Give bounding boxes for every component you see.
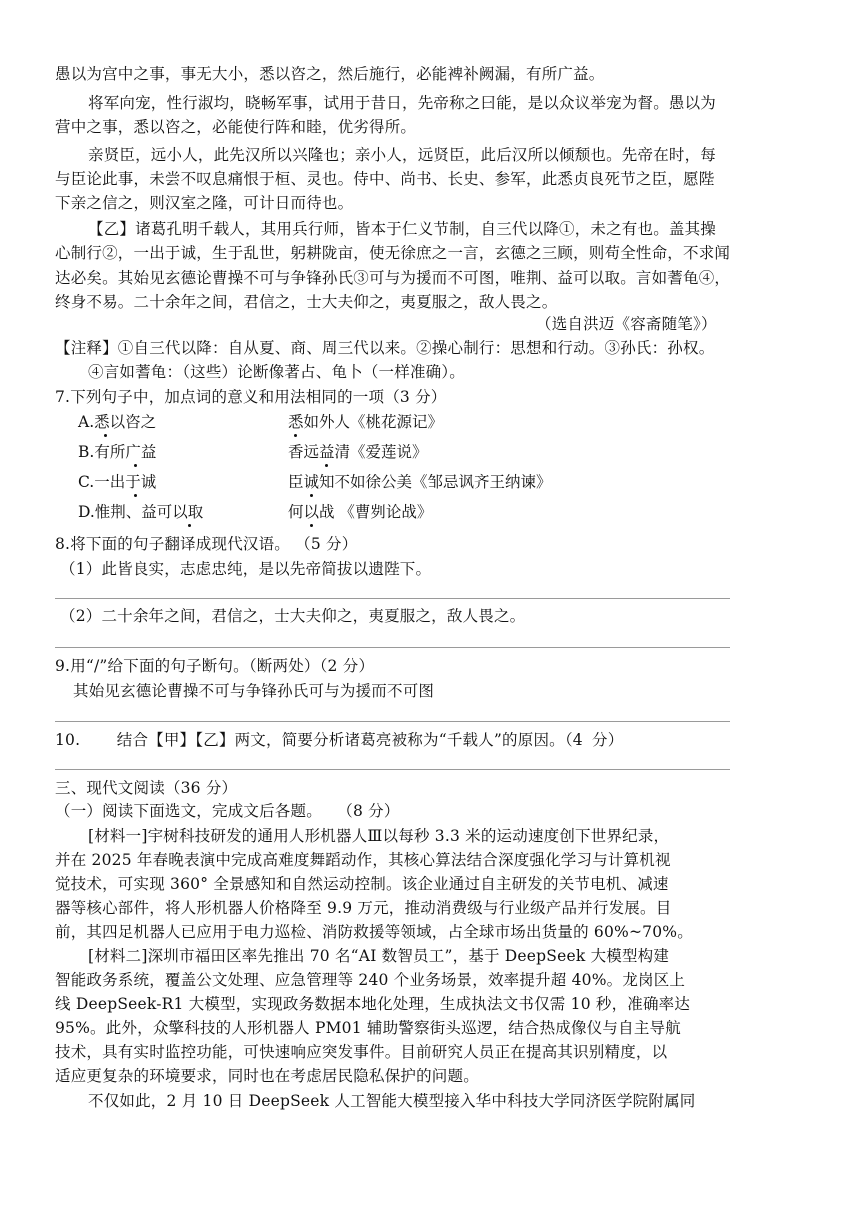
section-3-title: 三、现代文阅读（36 分） — [55, 779, 238, 797]
emphasis-dot — [134, 494, 137, 497]
q7-option-d-left: D.惟荆、益可以取 — [78, 503, 204, 521]
material-2-line-1: [材料二]深圳市福田区率先推出 70 名“AI 数智员工”，基于 DeepSeek 大模型构建 — [88, 947, 670, 965]
jia-paragraph-3-line-3: 下亲之信之，则汉室之隆，可计日而待也。 — [55, 194, 354, 212]
q7-option-b-left: B.有所广益 — [78, 443, 157, 461]
q7-option-c-left: C.一出于诚 — [78, 473, 157, 491]
q7-option-a-left: A.悉以咨之 — [78, 413, 157, 431]
emphasis-dot — [310, 494, 313, 497]
jia-paragraph-2-line-2: 营中之事，悉以咨之，必能使行阵和睦，优劣得所。 — [55, 118, 417, 136]
emphasis-dot — [310, 524, 313, 527]
yi-line-1: 【乙】诸葛孔明千载人，其用兵行师，皆本于仁义节制，自三代以降①，未之有也。盖其操 — [88, 220, 717, 238]
q7-option-b-right: 香远益清《爱莲说》 — [288, 443, 428, 461]
jia-paragraph-2-line-1: 将军向宠，性行淑均，晓畅军事，试用于昔日，先帝称之曰能，是以众议举宠为督。愚以为 — [88, 94, 717, 112]
emphasis-dot — [294, 434, 297, 437]
answer-line[interactable] — [55, 721, 730, 722]
yi-source: （选自洪迈《容斋随笔》） — [536, 315, 717, 333]
yi-line-4: 终身不易。二十余年之间，君信之，士大夫仰之，夷夏服之，敌人畏之。 — [55, 293, 558, 311]
q8-sentence-2: （2）二十余年之间，君信之，士大夫仰之，夷夏服之，敌人畏之。 — [60, 607, 526, 625]
yi-line-2: 心制行②，一出于诚，生于乱世，躬耕陇亩，使无徐庶之一言，玄德之三顾，则苟全性命，不求闻 — [55, 244, 731, 262]
q8-stem: 8.将下面的句子翻译成现代汉语。 （5 分） — [55, 535, 358, 553]
material-1-line-5: 前，其四足机器人已应用于电力巡检、消防救援等领域，占全球市场出货量的 60%~70%。 — [55, 923, 693, 941]
answer-line[interactable] — [55, 647, 730, 648]
answer-line[interactable] — [55, 769, 730, 770]
material-1-line-4: 器等核心部件，将人形机器人价格降至 9.9 万元，推动消费级与行业级产品并行发展。目 — [55, 899, 672, 917]
material-2-line-5: 技术，具有实时监控功能，可快速响应突发事件。目前研究人员正在提高其识别精度，以 — [55, 1043, 668, 1061]
answer-line[interactable] — [55, 598, 730, 599]
q9-text: 其始见玄德论曹操不可与争锋孙氏可与为援而不可图 — [73, 682, 435, 700]
material-2-line-3: 线 DeepSeek-R1 大模型，实现政务数据本地化处理，生成执法文书仅需 10 秒，准确率达 — [55, 995, 691, 1013]
material-1-line-1: [材料一]宇树科技研发的通用人形机器人Ⅲ以每秒 3.3 米的运动速度创下世界纪录， — [88, 827, 670, 845]
q7-option-d-right: 何以战 《曹刿论战》 — [288, 503, 433, 521]
emphasis-dot — [134, 464, 137, 467]
notes-line-2: ④言如蓍龟：（这些）论断像著占、龟卜（一样准确）。 — [88, 363, 466, 381]
yi-line-3: 达必矣。其始见玄德论曹操不可与争锋孙氏③可与为援而不可图，唯荆、益可以取。言如蓍龟④， — [55, 269, 731, 287]
material-2-line-2: 智能政务系统，覆盖公文处理、应急管理等 240 个业务场景，效率提升超 40%。龙岗区上 — [55, 971, 686, 989]
emphasis-dot — [188, 524, 191, 527]
notes-line-1: 【注释】①自三代以降：自从夏、商、周三代以来。②操心制行：思想和行动。③孙氏：孙权。 — [55, 339, 715, 357]
q7-option-c-right: 臣诚知不如徐公美《邹忌讽齐王纳谏》 — [288, 473, 552, 491]
material-1-line-3: 觉技术，可实现 360° 全景感知和自然运动控制。该企业通过自主研发的关节电机、减速 — [55, 875, 669, 893]
jia-paragraph-1: 愚以为宫中之事，事无大小，悉以咨之，然后施行，必能裨补阙漏，有所广益。 — [55, 65, 605, 83]
material-2-line-4: 95%。此外，众擎科技的人形机器人 PM01 辅助警察街头巡逻，结合热成像仪与自主导航 — [55, 1019, 681, 1037]
emphasis-dot — [325, 464, 328, 467]
paragraph-3-line-1: 不仅如此，2 月 10 日 DeepSeek 人工智能大模型接入华中科技大学同济医学院附属同 — [88, 1092, 696, 1110]
jia-paragraph-3-line-2: 与臣论此事，未尝不叹息痛恨于桓、灵也。侍中、尚书、长史、参军，此悉贞良死节之臣，愿陛 — [55, 170, 715, 188]
q9-stem: 9.用“/”给下面的句子断句。（断两处）（2 分） — [55, 657, 375, 675]
q8-sentence-1: （1）此皆良实，志虑忠纯，是以先帝简拔以遗陛下。 — [60, 560, 432, 578]
jia-paragraph-3-line-1: 亲贤臣，远小人，此先汉所以兴隆也；亲小人，远贤臣，此后汉所以倾颓也。先帝在时，每 — [88, 146, 717, 164]
section-3-subtitle: （一）阅读下面选文，完成文后各题。 （8 分） — [55, 802, 400, 820]
q7-option-a-right: 悉如外人《桃花源记》 — [288, 413, 444, 431]
emphasis-dot — [104, 434, 107, 437]
q10-stem: 10. 结合【甲】【乙】两文，简要分析诸葛亮被称为“千载人”的原因。（4 分） — [55, 731, 624, 749]
material-2-line-6: 适应更复杂的环境要求，同时也在考虑居民隐私保护的问题。 — [55, 1067, 479, 1085]
material-1-line-2: 并在 2025 年春晚表演中完成高难度舞蹈动作，其核心算法结合深度强化学习与计算机视 — [55, 851, 671, 869]
q7-stem: 7.下列句子中，加点词的意义和用法相同的一项（3 分） — [55, 388, 447, 406]
